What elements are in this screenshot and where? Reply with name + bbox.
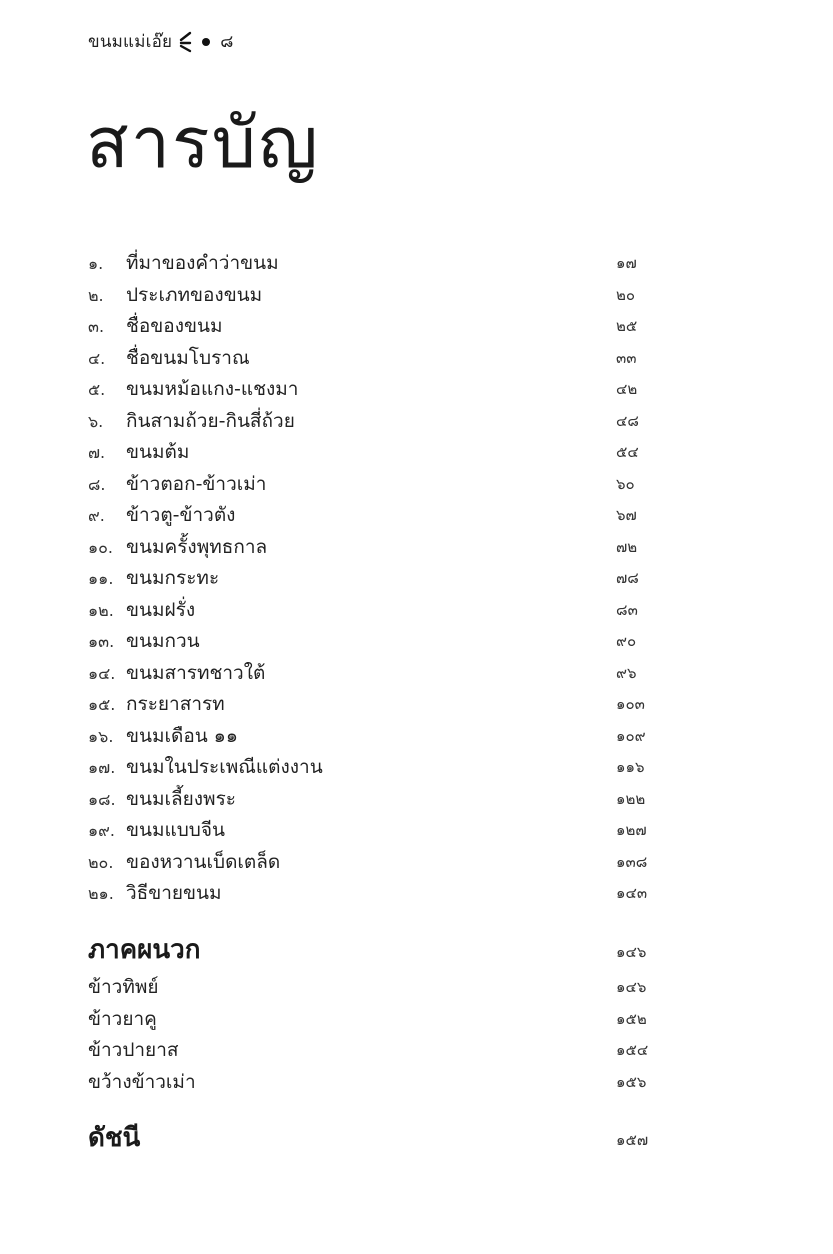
toc-entry-title: วิธีขายขนม xyxy=(126,882,222,904)
toc-entry-number: ๑๙. xyxy=(88,821,115,840)
book-title: ขนมแม่เอ๊ย xyxy=(88,32,173,52)
index-page: ๑๕๗ xyxy=(616,1131,649,1149)
toc-entry-title: ขนมสารทชาวใต้ xyxy=(126,661,266,684)
toc-entry-number: ๕. xyxy=(88,380,106,399)
toc-entry[interactable] xyxy=(88,878,688,910)
appendix-entry[interactable] xyxy=(88,1067,688,1099)
toc-entry-number: ๙. xyxy=(88,506,105,525)
toc-entry-title: ขนมกระทะ xyxy=(126,567,220,589)
toc-entry-page: ๙๐ xyxy=(616,632,637,650)
toc-entry-number: ๑๕. xyxy=(88,695,116,714)
toc-entry-number: ๑๖. xyxy=(88,726,114,746)
toc-entry-title: กระยาสารท xyxy=(126,693,225,715)
toc-entry-page: ๑๗ xyxy=(616,254,637,272)
toc-entry-title: ขนมต้ม xyxy=(126,441,190,463)
toc-entry-page: ๑๓๘ xyxy=(616,852,648,871)
toc-entry-number: ๑๐. xyxy=(88,537,114,557)
toc-entry-title: ประเภทของขนม xyxy=(126,283,263,306)
index-heading-label: ดัชนี xyxy=(88,1123,141,1153)
appendix-entry-title: ข้าวทิพย์ xyxy=(88,976,159,998)
toc-entry[interactable] xyxy=(88,815,688,847)
toc-entry-title: ขนมฝรั่ง xyxy=(126,598,196,621)
toc-entry-number: ๔. xyxy=(88,348,106,368)
toc-entry[interactable] xyxy=(88,784,688,816)
appendix-entry[interactable] xyxy=(88,972,688,1004)
toc-entry[interactable] xyxy=(88,595,688,627)
toc-entry[interactable] xyxy=(88,248,688,280)
toc-entry-title: ขนมกวน xyxy=(126,630,200,652)
toc-entry-number: ๑๓. xyxy=(88,632,115,651)
toc-entry-number: ๒๑. xyxy=(88,884,114,903)
appendix-entry-title: ข้าวยาคู xyxy=(88,1007,157,1030)
toc-entry[interactable] xyxy=(88,532,688,564)
appendix-heading-label: ภาคผนวก xyxy=(88,935,201,965)
toc-entry-page: ๘๓ xyxy=(616,600,638,619)
appendix-entry-title: ขว้างข้าวเม่า xyxy=(88,1070,196,1093)
toc-entry-number: ๓. xyxy=(88,317,105,336)
toc-entry[interactable] xyxy=(88,752,688,784)
toc-entry-number: ๑๑. xyxy=(88,569,114,588)
toc-entry-title: กินสามถ้วย-กินสี่ถ้วย xyxy=(126,409,295,432)
running-head xyxy=(88,28,234,55)
toc-entry-page: ๑๔๓ xyxy=(616,884,648,902)
toc-entry-page: ๑๑๖ xyxy=(616,758,645,776)
ornament-icon xyxy=(178,31,192,53)
toc-entry-title: ขนมในประเพณีแต่งงาน xyxy=(126,756,323,778)
toc-entry-number: ๒๐. xyxy=(88,852,114,872)
appendix-entry-page: ๑๕๒ xyxy=(616,1009,647,1028)
toc-entry[interactable] xyxy=(88,658,688,690)
toc-entry-title: ชื่อขนมโบราณ xyxy=(126,346,250,369)
appendix-entry[interactable] xyxy=(88,1004,688,1036)
toc-entry-page: ๙๖ xyxy=(616,663,637,682)
toc-entry[interactable] xyxy=(88,626,688,658)
toc-entry-title: ที่มาของคำว่าขนม xyxy=(126,252,279,274)
toc-entry-title: ของหวานเบ็ดเตล็ด xyxy=(126,850,281,873)
toc-entry-title: ชื่อของขนม xyxy=(126,315,223,337)
toc-entry-number: ๑๔. xyxy=(88,663,116,683)
toc-entry[interactable] xyxy=(88,721,688,753)
appendix-section xyxy=(88,928,688,1098)
appendix-heading xyxy=(88,928,688,972)
toc-entry[interactable] xyxy=(88,500,688,532)
toc-entry-page: ๒๐ xyxy=(616,285,636,304)
appendix-entry-page: ๑๕๖ xyxy=(616,1072,647,1091)
toc-entry-number: ๑๒. xyxy=(88,600,114,620)
toc-entry[interactable] xyxy=(88,847,688,879)
toc-entry[interactable] xyxy=(88,374,688,406)
appendix-list xyxy=(88,972,688,1098)
toc-entry-title: ข้าวตู-ข้าวตัง xyxy=(126,504,236,526)
toc-entry-page: ๑๐๙ xyxy=(616,726,646,745)
index-section xyxy=(88,1116,688,1160)
toc-entry-page: ๖๐ xyxy=(616,474,635,493)
toc-entry-number: ๑. xyxy=(88,254,104,273)
toc-entry-title: ขนมหม้อแกง-แชงมา xyxy=(126,378,299,400)
toc-entry[interactable] xyxy=(88,406,688,438)
page-title: สารบัญ xyxy=(86,102,320,184)
toc-entry-title: ขนมเลี้ยงพระ xyxy=(126,787,236,810)
toc-entry-number: ๒. xyxy=(88,285,104,305)
toc-entry-page: ๖๗ xyxy=(616,506,637,524)
toc-entry[interactable] xyxy=(88,311,688,343)
toc-list xyxy=(88,248,688,910)
toc-entry-number: ๗. xyxy=(88,443,106,462)
toc-entry[interactable] xyxy=(88,437,688,469)
toc-entry-title: ข้าวตอก-ข้าวเม่า xyxy=(126,472,267,495)
toc-entry-page: ๑๒๗ xyxy=(616,821,647,839)
toc-entry-page: ๔๒ xyxy=(616,380,638,398)
toc-entry-number: ๖. xyxy=(88,411,104,431)
appendix-entry-page: ๑๔๖ xyxy=(616,978,647,996)
toc-entry-page: ๗๘ xyxy=(616,569,639,587)
toc-entry[interactable] xyxy=(88,469,688,501)
toc-entry[interactable] xyxy=(88,689,688,721)
toc-entry[interactable] xyxy=(88,343,688,375)
page-number: ๘ xyxy=(220,32,234,52)
toc-entry-page: ๑๐๓ xyxy=(616,695,645,713)
toc-entry-number: ๑๘. xyxy=(88,789,116,809)
toc-entry-page: ๒๕ xyxy=(616,317,638,335)
toc-entry-page: ๑๒๒ xyxy=(616,789,646,808)
toc-entry-page: ๓๓ xyxy=(616,348,637,367)
appendix-page: ๑๔๖ xyxy=(616,943,647,961)
toc-entry-number: ๑๗. xyxy=(88,758,116,777)
toc-entry-title: ขนมแบบจีน xyxy=(126,819,225,841)
appendix-entry-page: ๑๕๔ xyxy=(616,1041,649,1059)
bullet-icon xyxy=(202,38,210,46)
appendix-entry[interactable] xyxy=(88,1035,688,1067)
toc-entry-page: ๔๘ xyxy=(616,411,639,430)
toc-entry-title: ขนมเดือน ๑๑ xyxy=(126,724,238,747)
index-heading xyxy=(88,1116,688,1160)
appendix-entry-title: ข้าวปายาส xyxy=(88,1039,179,1061)
toc-entry-page: ๗๒ xyxy=(616,537,638,556)
toc-entry[interactable] xyxy=(88,563,688,595)
toc-entry-title: ขนมครั้งพุทธกาล xyxy=(126,535,268,558)
toc-entry-number: ๘. xyxy=(88,474,106,494)
toc-entry-page: ๕๔ xyxy=(616,443,639,461)
toc-entry[interactable] xyxy=(88,280,688,312)
